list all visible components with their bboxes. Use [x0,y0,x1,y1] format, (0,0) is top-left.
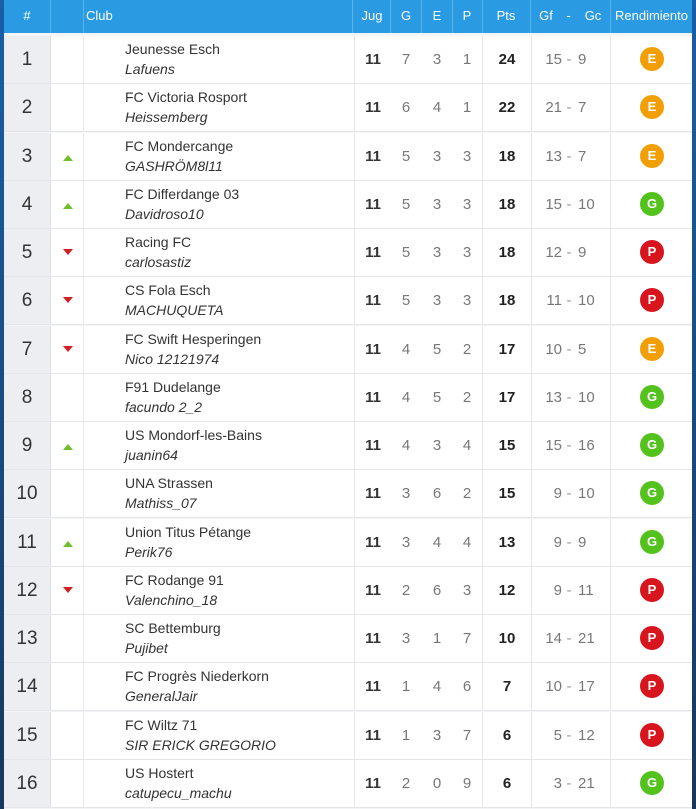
table-row[interactable] [4,326,692,374]
wins-cell: 2 [401,774,411,792]
goals-against-cell: 7 [578,99,587,117]
losses-cell: 9 [462,774,472,792]
goals-separator: - [566,51,572,68]
points-cell: 18 [482,229,532,276]
losses-cell: 4 [462,533,472,551]
wins-cell: 7 [401,51,411,68]
table-row[interactable] [4,84,692,132]
manager-name[interactable]: MACHUQUETA [125,302,224,319]
manager-name[interactable]: facundo 2_2 [125,398,203,415]
table-row[interactable] [4,567,692,615]
wins-cell: 5 [401,147,411,165]
goals-for-cell: 3 [553,774,562,792]
performance-badge[interactable]: P [640,578,664,602]
losses-cell: 3 [462,292,472,310]
club-cell[interactable] [125,378,353,418]
losses-cell: 3 [462,581,472,599]
performance-cell [610,229,693,276]
manager-name[interactable]: Perik76 [125,543,173,560]
draws-cell: 5 [432,388,442,406]
wins-cell: 4 [401,340,411,358]
table-row[interactable] [4,229,692,277]
performance-badge[interactable]: P [640,723,664,747]
performance-badge[interactable]: G [640,433,664,457]
trend-cell [51,663,84,710]
trend-cell [51,374,84,421]
goals-for-cell: 5 [553,726,562,744]
goals-for-cell: 10 [545,678,562,696]
points-cell: 6 [482,760,532,807]
club-name[interactable]: UNA Strassen [125,475,213,492]
goals-against-cell: 10 [578,485,595,503]
position-cell: 11 [4,519,51,566]
points-cell: 15 [482,422,532,469]
trend-cell [51,277,84,324]
draws-cell: 6 [432,581,442,599]
header-goals-separator: - [566,8,571,23]
table-row[interactable] [4,374,692,422]
losses-cell: 2 [462,485,472,503]
header-goals-against[interactable]: Gc [576,0,611,33]
wins-cell: 3 [401,630,411,647]
goals-for-cell: 15 [545,437,562,454]
manager-name[interactable]: Davidroso10 [125,205,204,222]
position-cell: 8 [4,374,51,421]
trend-cell [51,326,84,373]
club-name[interactable]: FC Mondercange [125,137,234,154]
played-cell: 11 [354,374,391,421]
header-losses[interactable]: P [452,0,483,33]
header-position[interactable]: # [4,0,51,33]
manager-name[interactable]: Valenchino_18 [125,591,218,608]
goals-separator: - [566,678,572,696]
losses-cell: 6 [462,678,472,696]
position-cell: 13 [4,615,51,662]
points-cell: 17 [482,374,532,421]
played-cell: 11 [354,712,391,759]
table-header [4,0,692,33]
performance-badge[interactable]: E [640,337,664,361]
played-cell: 11 [354,760,391,807]
draws-cell: 1 [432,630,442,647]
goals-against-cell: 9 [578,533,587,551]
draws-cell: 3 [432,726,442,744]
trend-up-icon [63,203,73,209]
trend-cell [51,519,84,566]
performance-cell [610,422,693,469]
club-cell[interactable] [125,619,353,659]
points-cell: 15 [482,470,532,517]
trend-cell [51,760,84,807]
position-cell: 5 [4,229,51,276]
trend-cell [51,84,84,131]
points-cell: 17 [482,326,532,373]
club-cell[interactable] [125,137,353,177]
manager-name[interactable]: Lafuens [125,61,175,77]
goals-for-cell: 11 [546,292,562,310]
goals-for-cell: 9 [553,485,562,503]
performance-badge[interactable]: G [640,192,664,216]
played-cell: 11 [354,615,391,662]
trend-cell [51,615,84,662]
club-cell[interactable] [125,40,353,80]
manager-name[interactable]: GASHRÖM8l11 [125,157,223,174]
position-cell: 1 [4,36,51,83]
manager-name[interactable]: GeneralJair [125,688,198,705]
losses-cell: 7 [462,630,472,647]
goals-separator: - [566,581,572,599]
club-cell[interactable] [125,185,353,225]
position-cell: 6 [4,277,51,324]
played-cell: 11 [354,567,391,614]
goals-separator: - [566,147,572,165]
losses-cell: 1 [462,99,472,117]
performance-cell [610,470,693,517]
manager-name[interactable]: Mathiss_07 [125,495,197,512]
position-cell: 15 [4,712,51,759]
played-cell: 11 [354,277,391,324]
trend-down-icon [63,346,73,352]
club-name[interactable]: CS Fola Esch [125,282,211,299]
goals-separator: - [566,533,572,551]
wins-cell: 3 [401,533,411,551]
position-cell: 3 [4,133,51,180]
table-row[interactable] [4,760,692,808]
manager-name[interactable]: SIR ERICK GREGORIO [125,736,276,753]
trend-down-icon [63,249,73,255]
goals-against-cell: 7 [578,147,587,165]
goals-for-cell: 13 [545,388,562,406]
goals-against-cell: 21 [578,774,595,792]
club-name[interactable]: US Mondorf-les-Bains [125,427,262,443]
performance-cell [610,181,693,228]
performance-badge[interactable]: E [640,95,664,119]
manager-name[interactable]: Pujibet [125,640,168,656]
trend-down-icon [63,587,73,593]
points-cell: 18 [482,277,532,324]
performance-badge[interactable]: P [640,674,664,698]
draws-cell: 6 [432,485,442,503]
draws-cell: 4 [432,533,442,551]
goals-separator: - [566,292,572,310]
manager-name[interactable]: Heissemberg [125,109,208,126]
goals-against-cell: 10 [578,388,595,406]
club-cell[interactable] [125,667,353,707]
draws-cell: 3 [432,147,442,165]
performance-badge[interactable]: E [640,144,664,168]
header-wins[interactable]: G [391,0,422,33]
trend-cell [51,470,84,517]
performance-cell [610,519,693,566]
performance-cell [610,712,693,759]
played-cell: 11 [354,519,391,566]
goals-against-cell: 16 [578,437,595,454]
goals-for-cell: 9 [553,533,562,551]
performance-cell [610,663,693,710]
goals-for-cell: 15 [545,51,562,68]
losses-cell: 2 [462,388,472,406]
club-cell[interactable] [125,523,353,563]
club-name[interactable]: FC Victoria Rosport [125,89,247,106]
club-cell[interactable] [125,764,353,804]
points-cell: 18 [482,133,532,180]
table-row[interactable] [4,615,692,663]
header-performance[interactable]: Rendimiento [615,8,688,23]
standings-table [4,0,692,809]
played-cell: 11 [354,181,391,228]
losses-cell: 7 [462,726,472,744]
table-row[interactable] [4,519,692,567]
position-cell: 16 [4,760,51,807]
trend-up-icon [63,155,73,161]
club-cell[interactable] [125,426,353,466]
played-cell: 11 [354,84,391,131]
club-cell[interactable] [125,233,353,273]
wins-cell: 5 [401,292,411,310]
losses-cell: 2 [462,340,472,358]
performance-badge[interactable]: G [640,530,664,554]
club-name[interactable]: F91 Dudelange [125,378,221,395]
goals-separator: - [566,388,572,406]
trend-down-icon [63,297,73,303]
draws-cell: 3 [432,51,442,68]
trend-cell [51,567,84,614]
trend-cell [51,133,84,180]
goals-for-cell: 13 [545,147,562,165]
header-played[interactable]: Jug [354,0,391,33]
goals-for-cell: 15 [545,195,562,213]
wins-cell: 3 [401,485,411,503]
club-name[interactable]: Racing FC [125,234,192,250]
trend-cell [51,181,84,228]
points-cell: 22 [482,84,532,131]
goals-against-cell: 11 [578,581,594,599]
goals-separator: - [566,340,572,358]
table-row[interactable] [4,277,692,325]
performance-cell [610,84,693,131]
manager-name[interactable]: Nico 12121974 [125,350,220,367]
performance-cell [610,374,693,421]
wins-cell: 4 [401,388,411,406]
goals-against-cell: 17 [578,678,595,696]
performance-cell [610,760,693,807]
losses-cell: 4 [462,437,472,454]
goals-separator: - [566,630,572,647]
points-cell: 24 [482,36,532,83]
manager-name[interactable]: carlosastiz [125,254,192,270]
club-name[interactable]: FC Rodange 91 [125,571,224,588]
trend-cell [51,229,84,276]
club-name[interactable]: Union Titus Pétange [125,523,252,540]
performance-badge[interactable]: P [640,626,664,650]
draws-cell: 5 [432,340,442,358]
table-row[interactable] [4,712,692,760]
performance-cell [610,615,693,662]
played-cell: 11 [354,133,391,180]
goals-for-cell: 21 [545,99,562,117]
trend-cell [51,422,84,469]
points-cell: 12 [482,567,532,614]
header-club[interactable]: Club [84,0,353,33]
performance-cell [610,36,693,83]
losses-cell: 3 [462,147,472,165]
trend-cell [51,712,84,759]
draws-cell: 3 [432,244,442,261]
goals-against-cell: 9 [578,244,587,261]
club-cell[interactable] [125,716,353,756]
played-cell: 11 [354,663,391,710]
goals-separator: - [566,244,572,261]
goals-against-cell: 5 [578,340,587,358]
trend-up-icon [63,444,73,450]
goals-for-cell: 10 [545,340,562,358]
performance-badge[interactable]: P [640,288,664,312]
draws-cell: 0 [432,774,442,792]
draws-cell: 3 [432,437,442,454]
performance-cell [610,326,693,373]
club-cell[interactable] [125,571,353,611]
club-name[interactable]: US Hostert [125,764,194,781]
points-cell: 10 [482,615,532,662]
goals-against-cell: 10 [578,195,595,213]
goals-against-cell: 10 [578,292,595,310]
position-cell: 10 [4,470,51,517]
goals-separator: - [566,726,572,744]
trend-cell [51,36,84,83]
wins-cell: 6 [401,99,411,117]
position-cell: 7 [4,326,51,373]
club-name[interactable]: FC Swift Hesperingen [125,330,262,347]
table-row[interactable] [4,663,692,711]
manager-name[interactable]: juanin64 [125,447,178,463]
club-cell[interactable] [125,88,353,128]
trend-up-icon [63,541,73,547]
losses-cell: 3 [462,195,472,213]
wins-cell: 1 [401,726,411,744]
wins-cell: 1 [401,678,411,696]
club-name[interactable]: SC Bettemburg [125,620,221,636]
played-cell: 11 [354,422,391,469]
position-cell: 9 [4,422,51,469]
position-cell: 12 [4,567,51,614]
draws-cell: 4 [432,99,442,117]
performance-cell [610,567,693,614]
performance-badge[interactable]: P [640,240,664,264]
losses-cell: 3 [462,244,472,261]
goals-for-cell: 12 [545,244,562,261]
goals-for-cell: 9 [553,581,562,599]
club-name[interactable]: Jeunesse Esch [125,41,220,57]
performance-cell [610,133,693,180]
club-cell[interactable] [125,474,353,514]
points-cell: 18 [482,181,532,228]
table-row[interactable] [4,422,692,470]
draws-cell: 4 [432,678,442,696]
manager-name[interactable]: catupecu_machu [125,784,232,801]
performance-cell [610,277,693,324]
goals-separator: - [566,485,572,503]
position-cell: 2 [4,84,51,131]
performance-badge[interactable]: E [640,47,664,71]
goals-against-cell: 12 [578,726,595,744]
header-goals-for[interactable]: Gf [539,8,553,23]
header-trend [51,0,84,33]
goals-for-cell: 14 [545,630,562,647]
wins-cell: 5 [401,244,411,261]
table-row[interactable] [4,133,692,181]
performance-badge[interactable]: G [640,481,664,505]
draws-cell: 3 [432,292,442,310]
table-row[interactable] [4,181,692,229]
header-points[interactable]: Pts [482,0,531,33]
club-cell[interactable] [125,330,353,370]
table-row[interactable] [4,36,692,84]
club-name[interactable]: FC Progrès Niederkorn [125,668,269,685]
points-cell: 7 [482,663,532,710]
wins-cell: 4 [401,437,411,454]
draws-cell: 3 [432,195,442,213]
table-row[interactable] [4,470,692,518]
goals-separator: - [566,774,572,792]
position-cell: 14 [4,663,51,710]
performance-badge[interactable]: G [640,385,664,409]
points-cell: 13 [482,519,532,566]
played-cell: 11 [354,36,391,83]
goals-against-cell: 9 [578,51,587,68]
club-name[interactable]: FC Wiltz 71 [125,716,198,733]
wins-cell: 5 [401,195,411,213]
goals-separator: - [566,99,572,117]
goals-separator: - [566,195,572,213]
position-cell: 4 [4,181,51,228]
club-name[interactable]: FC Differdange 03 [125,185,240,202]
goals-against-cell: 21 [578,630,595,647]
goals-separator: - [566,437,572,454]
played-cell: 11 [354,326,391,373]
club-cell[interactable] [125,281,353,321]
played-cell: 11 [354,470,391,517]
header-draws[interactable]: E [422,0,453,33]
points-cell: 6 [482,712,532,759]
losses-cell: 1 [462,51,472,68]
wins-cell: 2 [401,581,411,599]
performance-badge[interactable]: G [640,771,664,795]
played-cell: 11 [354,229,391,276]
